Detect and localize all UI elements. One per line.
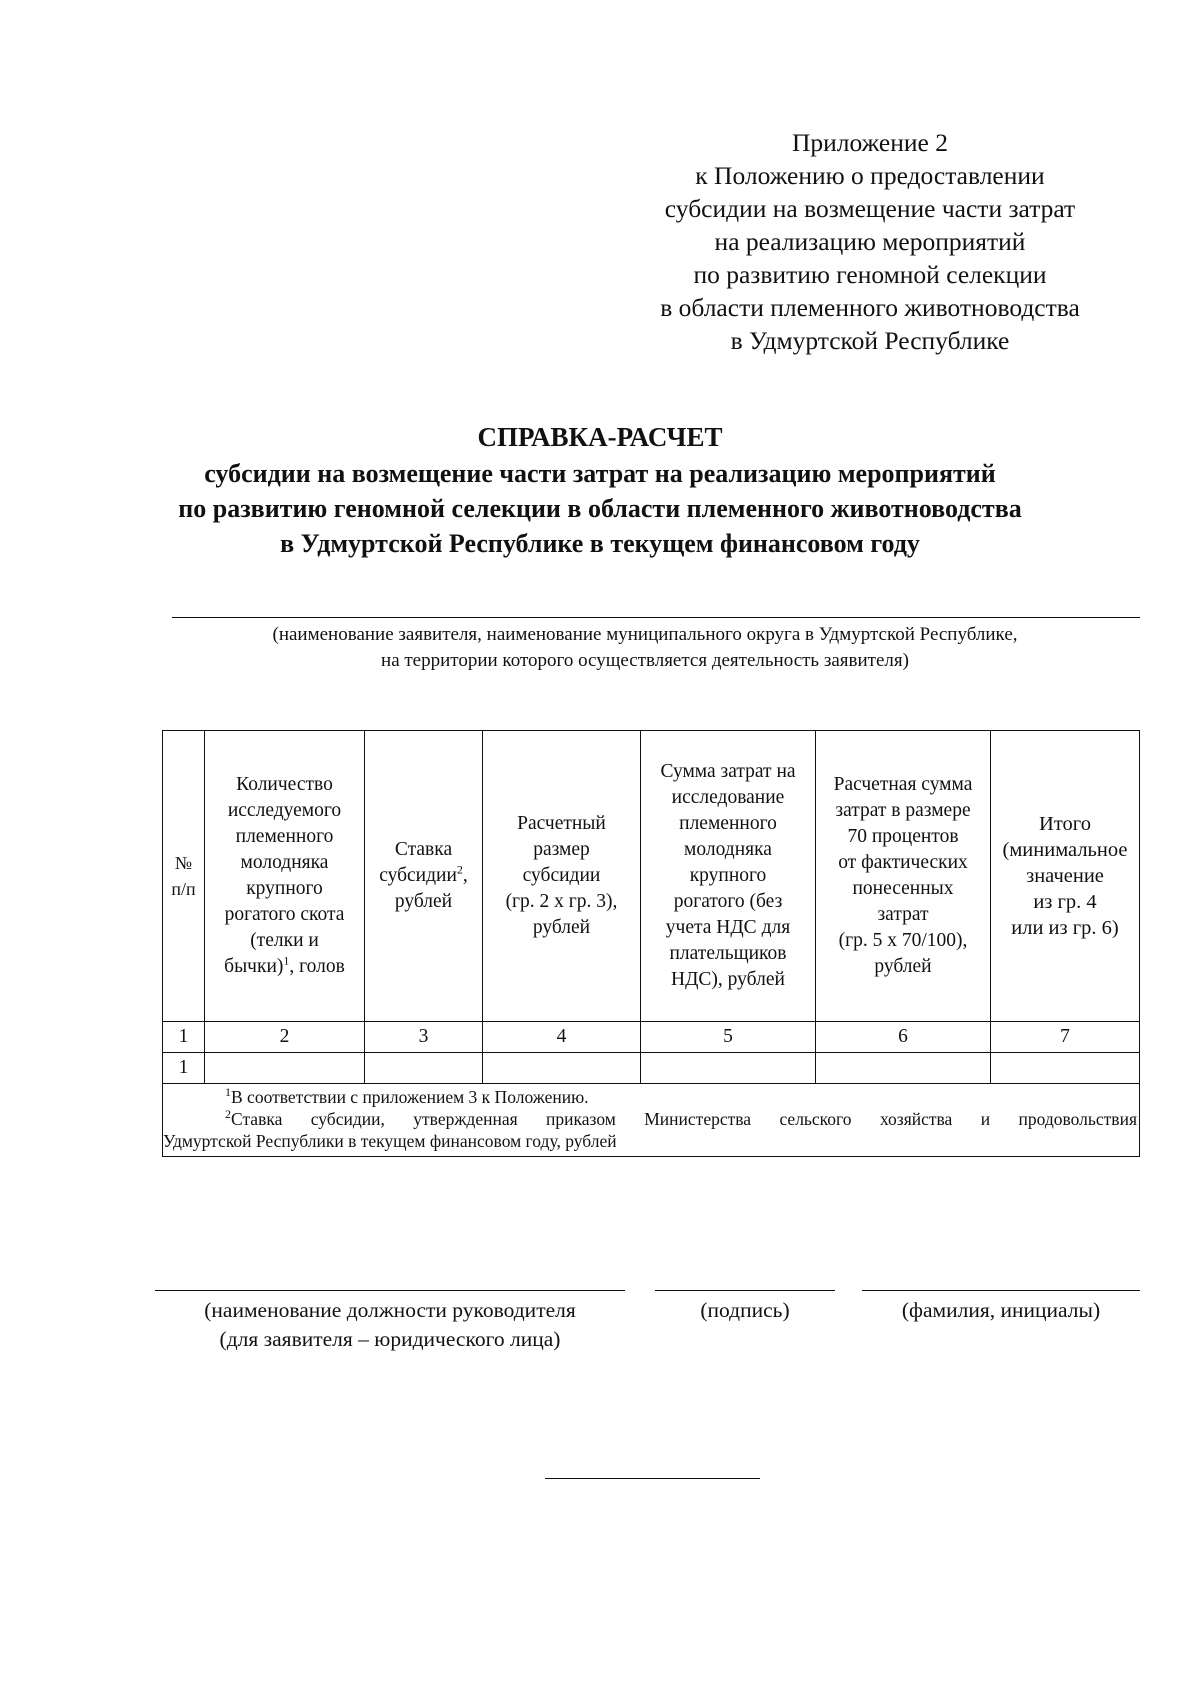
footnote-1 — [163, 1086, 1139, 1108]
header-text: крупного — [689, 865, 767, 886]
header-text: , — [462, 865, 468, 886]
header-text: Расчетный — [517, 813, 606, 834]
applicant-caption-line: на территории которого осуществляется деятельность заявителя) — [381, 650, 909, 671]
header-text: бычки) — [224, 956, 284, 977]
header-text — [207, 954, 362, 980]
applicant-caption — [170, 622, 1120, 674]
column-number: 5 — [641, 1022, 816, 1053]
header-text: (гр. 2 x гр. 3), — [505, 891, 618, 912]
header-text: плательщиков — [669, 943, 787, 964]
header-text: затрат — [877, 904, 929, 925]
appendix-line: в области племенного животноводства — [660, 293, 1080, 322]
appendix-line: по развитию геномной селекции — [693, 260, 1047, 289]
calculation-table — [162, 730, 1140, 1157]
header-cell-research-costs — [641, 731, 816, 1022]
header-text: Количество — [236, 774, 333, 795]
column-number: 3 — [365, 1022, 483, 1053]
header-text: Расчетная сумма — [833, 774, 973, 795]
position-caption-line: (для заявителя – юридического лица) — [219, 1327, 561, 1351]
position-line — [155, 1290, 625, 1291]
title-line: в Удмуртской Республике в текущем финансовом году — [280, 529, 920, 558]
header-cell-quantity — [205, 731, 365, 1022]
header-text: рублей — [394, 891, 453, 912]
header-cell-number — [163, 731, 205, 1022]
header-text: или из гр. 6) — [1011, 917, 1119, 939]
header-text: Ставка — [394, 839, 453, 860]
column-number: 6 — [816, 1022, 991, 1053]
header-text: (телки и — [250, 930, 319, 951]
header-text: крупного — [246, 878, 323, 899]
header-text: учета НДС для — [665, 917, 791, 938]
applicant-name-line — [172, 617, 1140, 618]
footnote-2-continuation: Удмуртской Республики в текущем финансовом году, рублей — [163, 1131, 617, 1151]
appendix-heading — [620, 126, 1120, 357]
header-text: НДС), рублей — [671, 969, 785, 990]
position-caption-line: (наименование должности руководителя — [204, 1298, 576, 1322]
footnote-text: В соответствии с приложением 3 к Положению. — [231, 1087, 589, 1107]
name-line — [862, 1290, 1140, 1291]
signature-line — [655, 1290, 835, 1291]
appendix-line: на реализацию мероприятий — [714, 227, 1026, 256]
table-header-row — [163, 731, 1140, 1022]
header-text: рогатого скота — [224, 904, 345, 925]
header-text: Итого — [1039, 813, 1091, 835]
header-text: рогатого (без — [673, 891, 783, 912]
table-cell — [816, 1053, 991, 1084]
header-text: п/п — [171, 879, 196, 899]
header-text: № — [174, 853, 193, 873]
column-number: 7 — [991, 1022, 1140, 1053]
title-line: по развитию геномной селекции в области племенного животноводства — [178, 494, 1022, 523]
header-text: Сумма затрат на — [660, 761, 796, 782]
footnotes-row — [163, 1084, 1140, 1157]
applicant-caption-line: (наименование заявителя, наименование муниципального округа в Удмуртской Республике, — [272, 624, 1018, 645]
header-text: размер — [533, 839, 590, 860]
header-text: понесенных — [852, 878, 954, 899]
footnote-mark: 1 — [225, 1085, 231, 1100]
header-text: значение — [1026, 865, 1104, 887]
header-text: молодняка — [240, 852, 329, 873]
header-text: от фактических — [838, 852, 968, 873]
table-cell: 1 — [163, 1053, 205, 1084]
appendix-line: субсидии на возмещение части затрат — [664, 194, 1076, 223]
footnote-text: Ставка субсидии, утвержденная приказом Министерства сельского хозяйства и продовольствия — [231, 1109, 1137, 1129]
header-text: молодняка — [684, 839, 772, 860]
header-text — [367, 863, 480, 889]
header-text: (гр. 5 x 70/100), — [838, 930, 968, 951]
header-text: рублей — [532, 917, 591, 938]
header-text: исследуемого — [227, 800, 342, 821]
header-text: , голов — [289, 956, 345, 977]
table-cell — [205, 1053, 365, 1084]
footnote-2 — [163, 1108, 1139, 1130]
header-text: рублей — [874, 956, 932, 977]
header-cell-total — [991, 731, 1140, 1022]
table-cell — [483, 1053, 641, 1084]
header-text: племенного — [679, 813, 777, 834]
document-title — [150, 420, 1050, 561]
appendix-line: к Положению о предоставлении — [695, 161, 1045, 190]
name-caption: (фамилия, инициалы) — [901, 1298, 1101, 1322]
header-text: (минимальное — [1002, 839, 1128, 861]
table-cell — [991, 1053, 1140, 1084]
header-cell-rate — [365, 731, 483, 1022]
column-number-row — [163, 1022, 1140, 1053]
header-cell-70-percent — [816, 731, 991, 1022]
header-text: исследование — [671, 787, 785, 808]
closing-rule — [545, 1478, 760, 1479]
header-text: 70 процентов — [847, 826, 959, 847]
signature-caption: (подпись) — [700, 1298, 790, 1322]
header-cell-estimated-subsidy — [483, 731, 641, 1022]
appendix-line: Приложение 2 — [792, 128, 948, 157]
footnote-mark: 2 — [225, 1107, 231, 1122]
header-text: субсидии — [379, 865, 457, 886]
appendix-line: в Удмуртской Республике — [730, 326, 1010, 355]
table-cell — [641, 1053, 816, 1084]
footnote-mark: 1 — [283, 953, 290, 968]
table-row — [163, 1053, 1140, 1084]
footnote-mark: 2 — [456, 862, 463, 877]
header-text: субсидии — [522, 865, 601, 886]
header-text: племенного — [235, 826, 334, 847]
column-number: 4 — [483, 1022, 641, 1053]
table-cell — [365, 1053, 483, 1084]
title-line: субсидии на возмещение части затрат на реализацию мероприятий — [204, 459, 996, 488]
title-main: СПРАВКА-РАСЧЕТ — [477, 422, 723, 452]
position-caption — [155, 1296, 625, 1354]
column-number: 1 — [163, 1022, 205, 1053]
footnotes-cell — [163, 1084, 1140, 1157]
header-text: из гр. 4 — [1033, 891, 1097, 913]
header-text: затрат в размере — [835, 800, 971, 821]
column-number: 2 — [205, 1022, 365, 1053]
